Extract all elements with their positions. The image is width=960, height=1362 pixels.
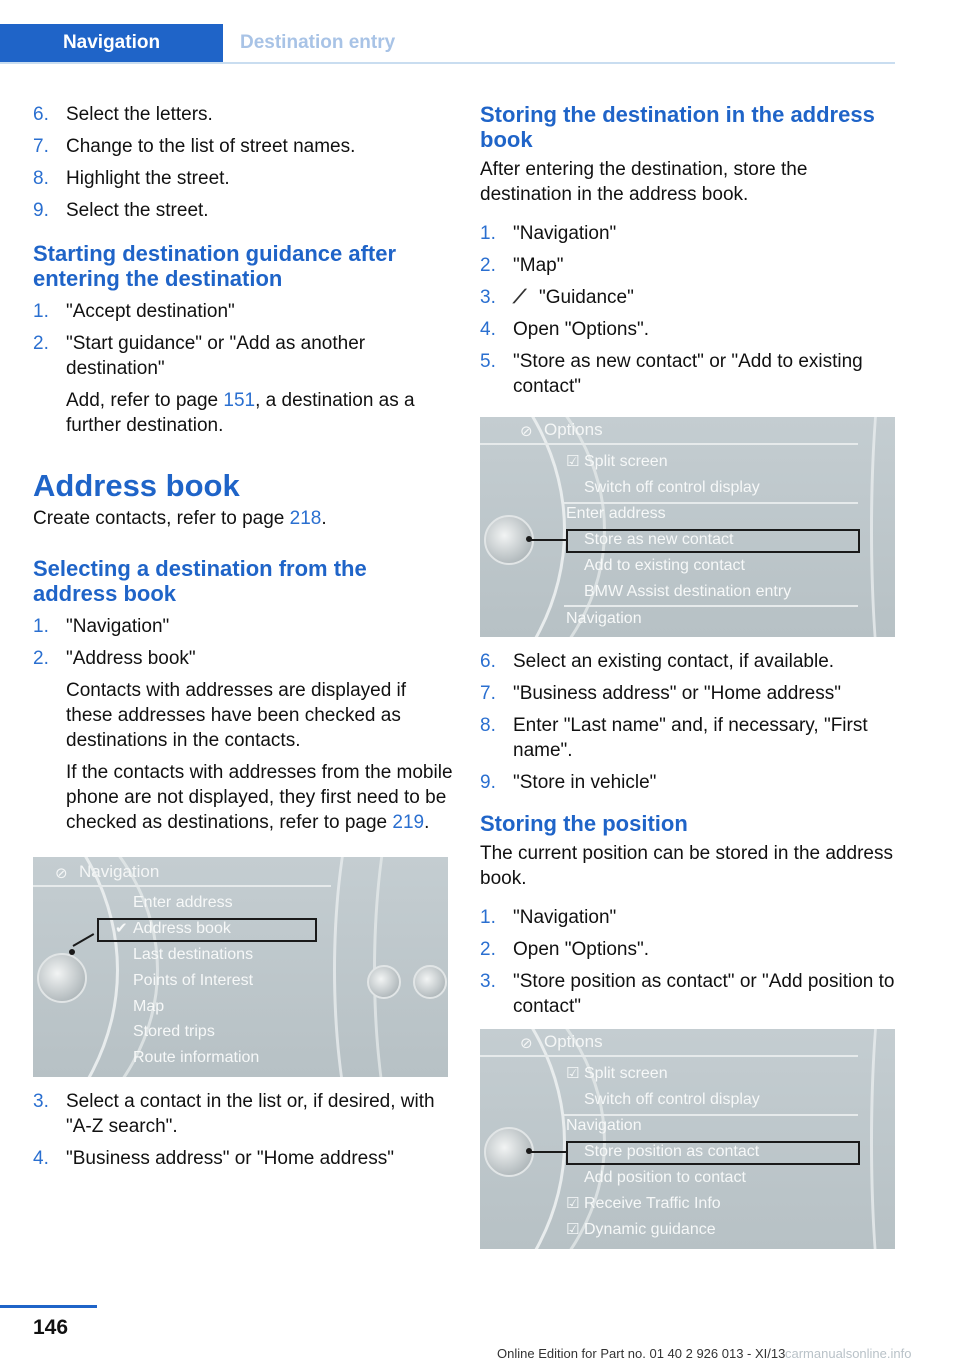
menu-item-switch-off-display[interactable]: Switch off control display xyxy=(584,479,760,496)
steps-list-letters xyxy=(33,102,453,223)
menu-item-store-position-contact[interactable]: Store position as contact xyxy=(584,1143,760,1160)
menu-item-address-book[interactable]: ✔ Address book xyxy=(133,917,231,941)
list-item: 1. "Accept destination" xyxy=(33,301,235,322)
section-tab[interactable]: Navigation xyxy=(0,24,223,62)
menu-item-receive-traffic-info[interactable]: ☑ Receive Traffic Info xyxy=(584,1192,721,1216)
page-link-219[interactable]: 219 xyxy=(392,812,425,833)
menu-item-enter-address[interactable]: Enter address xyxy=(133,894,233,911)
heading-address-book: Address book xyxy=(33,468,240,503)
group-label-navigation: Navigation xyxy=(566,1117,642,1134)
list-item: 6. Select an existing contact, if available. xyxy=(480,651,835,672)
menu-item-points-of-interest[interactable]: Points of Interest xyxy=(133,972,254,989)
list-item: 8. Enter "Last name" and, if necessary, "First name". xyxy=(480,715,868,761)
list-item: 9. Select the street. xyxy=(33,200,209,221)
subsection-tab[interactable]: Destination entry xyxy=(240,32,396,53)
heading-storing-position: Storing the position xyxy=(480,811,688,836)
controller-arc xyxy=(870,417,895,637)
menu-item-last-destinations[interactable]: Last destinations xyxy=(133,946,254,963)
steps-list-store-destination xyxy=(480,221,895,399)
list-item: 3. "Store position as contact" or "Add position to contact" xyxy=(480,971,895,1017)
controller-arc xyxy=(870,1029,895,1249)
callout-dot xyxy=(69,949,75,955)
header-bar xyxy=(0,24,895,64)
screen-title-row: ⊘ Options xyxy=(520,1032,603,1052)
controller-knob[interactable] xyxy=(37,953,87,1003)
menu-item-add-position-contact[interactable]: Add position to contact xyxy=(584,1169,746,1186)
steps-list-select xyxy=(33,614,453,835)
divider xyxy=(480,1055,858,1057)
selection-highlight xyxy=(97,918,317,942)
callout-dot xyxy=(526,536,532,542)
page-link-151[interactable]: 151 xyxy=(223,390,256,411)
group-label-enter-address: Enter address xyxy=(566,505,666,522)
menu-item-split-screen[interactable]: ☑ Split screen xyxy=(584,450,668,474)
heading-select-destination: Selecting a destination from the address book xyxy=(33,556,367,606)
check-icon: ✔ xyxy=(115,920,128,937)
screen-title-row: ⊘ Navigation xyxy=(55,862,160,882)
heading-start-guidance: Starting destination guidance after entering the destination xyxy=(33,241,397,291)
menu-item-dynamic-guidance[interactable]: ☑ Dynamic guidance xyxy=(584,1218,716,1242)
page-number: 146 xyxy=(33,1316,69,1339)
heading-store-destination: Storing the destination in the address book xyxy=(480,102,875,152)
left-column xyxy=(33,102,453,1178)
list-item: 2. "Start guidance" or "Add as another destination" Add, refer to page 151, a destination as a further destination. xyxy=(33,331,453,438)
position-intro: The current position can be stored in the address book. xyxy=(480,843,893,889)
footer-rule xyxy=(0,1305,97,1308)
group-label-navigation: Navigation xyxy=(566,610,642,627)
list-item: 1. "Navigation" xyxy=(33,616,170,637)
list-item: 3. ⟋ "Guidance" xyxy=(480,287,634,308)
menu-item-switch-off-display[interactable]: Switch off control display xyxy=(584,1091,760,1108)
screenshot-options-store-position xyxy=(480,1029,895,1249)
watermark: carmanualsonline.info xyxy=(785,1346,912,1361)
checkbox-icon: ☑ xyxy=(566,1065,580,1082)
callout-dot xyxy=(526,1148,532,1154)
steps-list-contact xyxy=(33,1089,453,1171)
callout-line xyxy=(530,539,566,541)
right-column xyxy=(480,102,895,1249)
screenshot-options-store-contact xyxy=(480,417,895,637)
list-item: 2. "Map" xyxy=(480,255,564,276)
edition-note: Online Edition for Part no. 01 40 2 926 013 - XI/13 xyxy=(497,1346,786,1361)
list-item: 4. "Business address" or "Home address" xyxy=(33,1148,394,1169)
list-item: 2. "Address book" Contacts with addresses are displayed if these addresses have been checked as destinations in the contacts. If the contacts with addresses from the mobile phone are not displayed, they first need to be checked as destinations, refer to page 219. xyxy=(33,648,453,833)
screenshot-navigation-menu xyxy=(33,857,448,1077)
menu-item-bmw-assist[interactable]: BMW Assist destination entry xyxy=(584,583,792,600)
list-item: 2. Open "Options". xyxy=(480,939,650,960)
menu-item-map[interactable]: Map xyxy=(133,998,165,1015)
steps-list-contact-details xyxy=(480,649,895,795)
screen-title-row: ⊘ Options xyxy=(520,420,603,440)
menu-item-route-information[interactable]: Route information xyxy=(133,1049,260,1066)
navigation-icon: ⊘ xyxy=(55,865,68,882)
list-item: 1. "Navigation" xyxy=(480,223,617,244)
menu-item-add-existing-contact[interactable]: Add to existing contact xyxy=(584,557,745,574)
checkbox-icon: ☑ xyxy=(566,1195,580,1212)
list-item-note: If the contacts with addresses from the mobile phone are not displayed, they first need to be checked as destinations, refer to page 219. xyxy=(66,762,453,833)
guidance-icon: ⟋ xyxy=(513,287,527,308)
menu-item-split-screen[interactable]: ☑ Split screen xyxy=(584,1062,668,1086)
add-knob[interactable] xyxy=(413,965,447,999)
list-item: 6. Select the letters. xyxy=(33,104,213,125)
list-item-note: Contacts with addresses are displayed if these addresses have been checked as destinations in the contacts. xyxy=(66,680,407,751)
list-item: 1. "Navigation" xyxy=(480,907,617,928)
checkbox-icon: ☑ xyxy=(566,453,580,470)
list-item: 3. Select a contact in the list or, if desired, with "A-Z search". xyxy=(33,1091,435,1137)
shortcut-knob[interactable] xyxy=(367,965,401,999)
store-destination-intro: After entering the destination, store the destination in the address book. xyxy=(480,159,808,205)
steps-list-start xyxy=(33,299,453,438)
list-item: 5. "Store as new contact" or "Add to existing contact" xyxy=(480,351,863,397)
list-item: 7. "Business address" or "Home address" xyxy=(480,683,841,704)
list-item: 4. Open "Options". xyxy=(480,319,650,340)
list-item-note: Add, refer to page 151, a destination as a further destination. xyxy=(66,390,415,436)
page-link-218[interactable]: 218 xyxy=(289,508,322,529)
divider xyxy=(33,885,331,887)
list-item: 9. "Store in vehicle" xyxy=(480,772,657,793)
address-book-intro: Create contacts, refer to page 218. xyxy=(33,508,327,529)
options-icon: ⊘ xyxy=(520,423,533,440)
callout-line xyxy=(530,1151,566,1153)
divider xyxy=(480,443,858,445)
menu-item-store-new-contact[interactable]: Store as new contact xyxy=(584,531,734,548)
steps-list-position xyxy=(480,905,895,1019)
menu-item-stored-trips[interactable]: Stored trips xyxy=(133,1023,215,1040)
list-item: 7. Change to the list of street names. xyxy=(33,136,356,157)
options-icon: ⊘ xyxy=(520,1035,533,1052)
list-item: 8. Highlight the street. xyxy=(33,168,230,189)
checkbox-icon: ☑ xyxy=(566,1221,580,1238)
